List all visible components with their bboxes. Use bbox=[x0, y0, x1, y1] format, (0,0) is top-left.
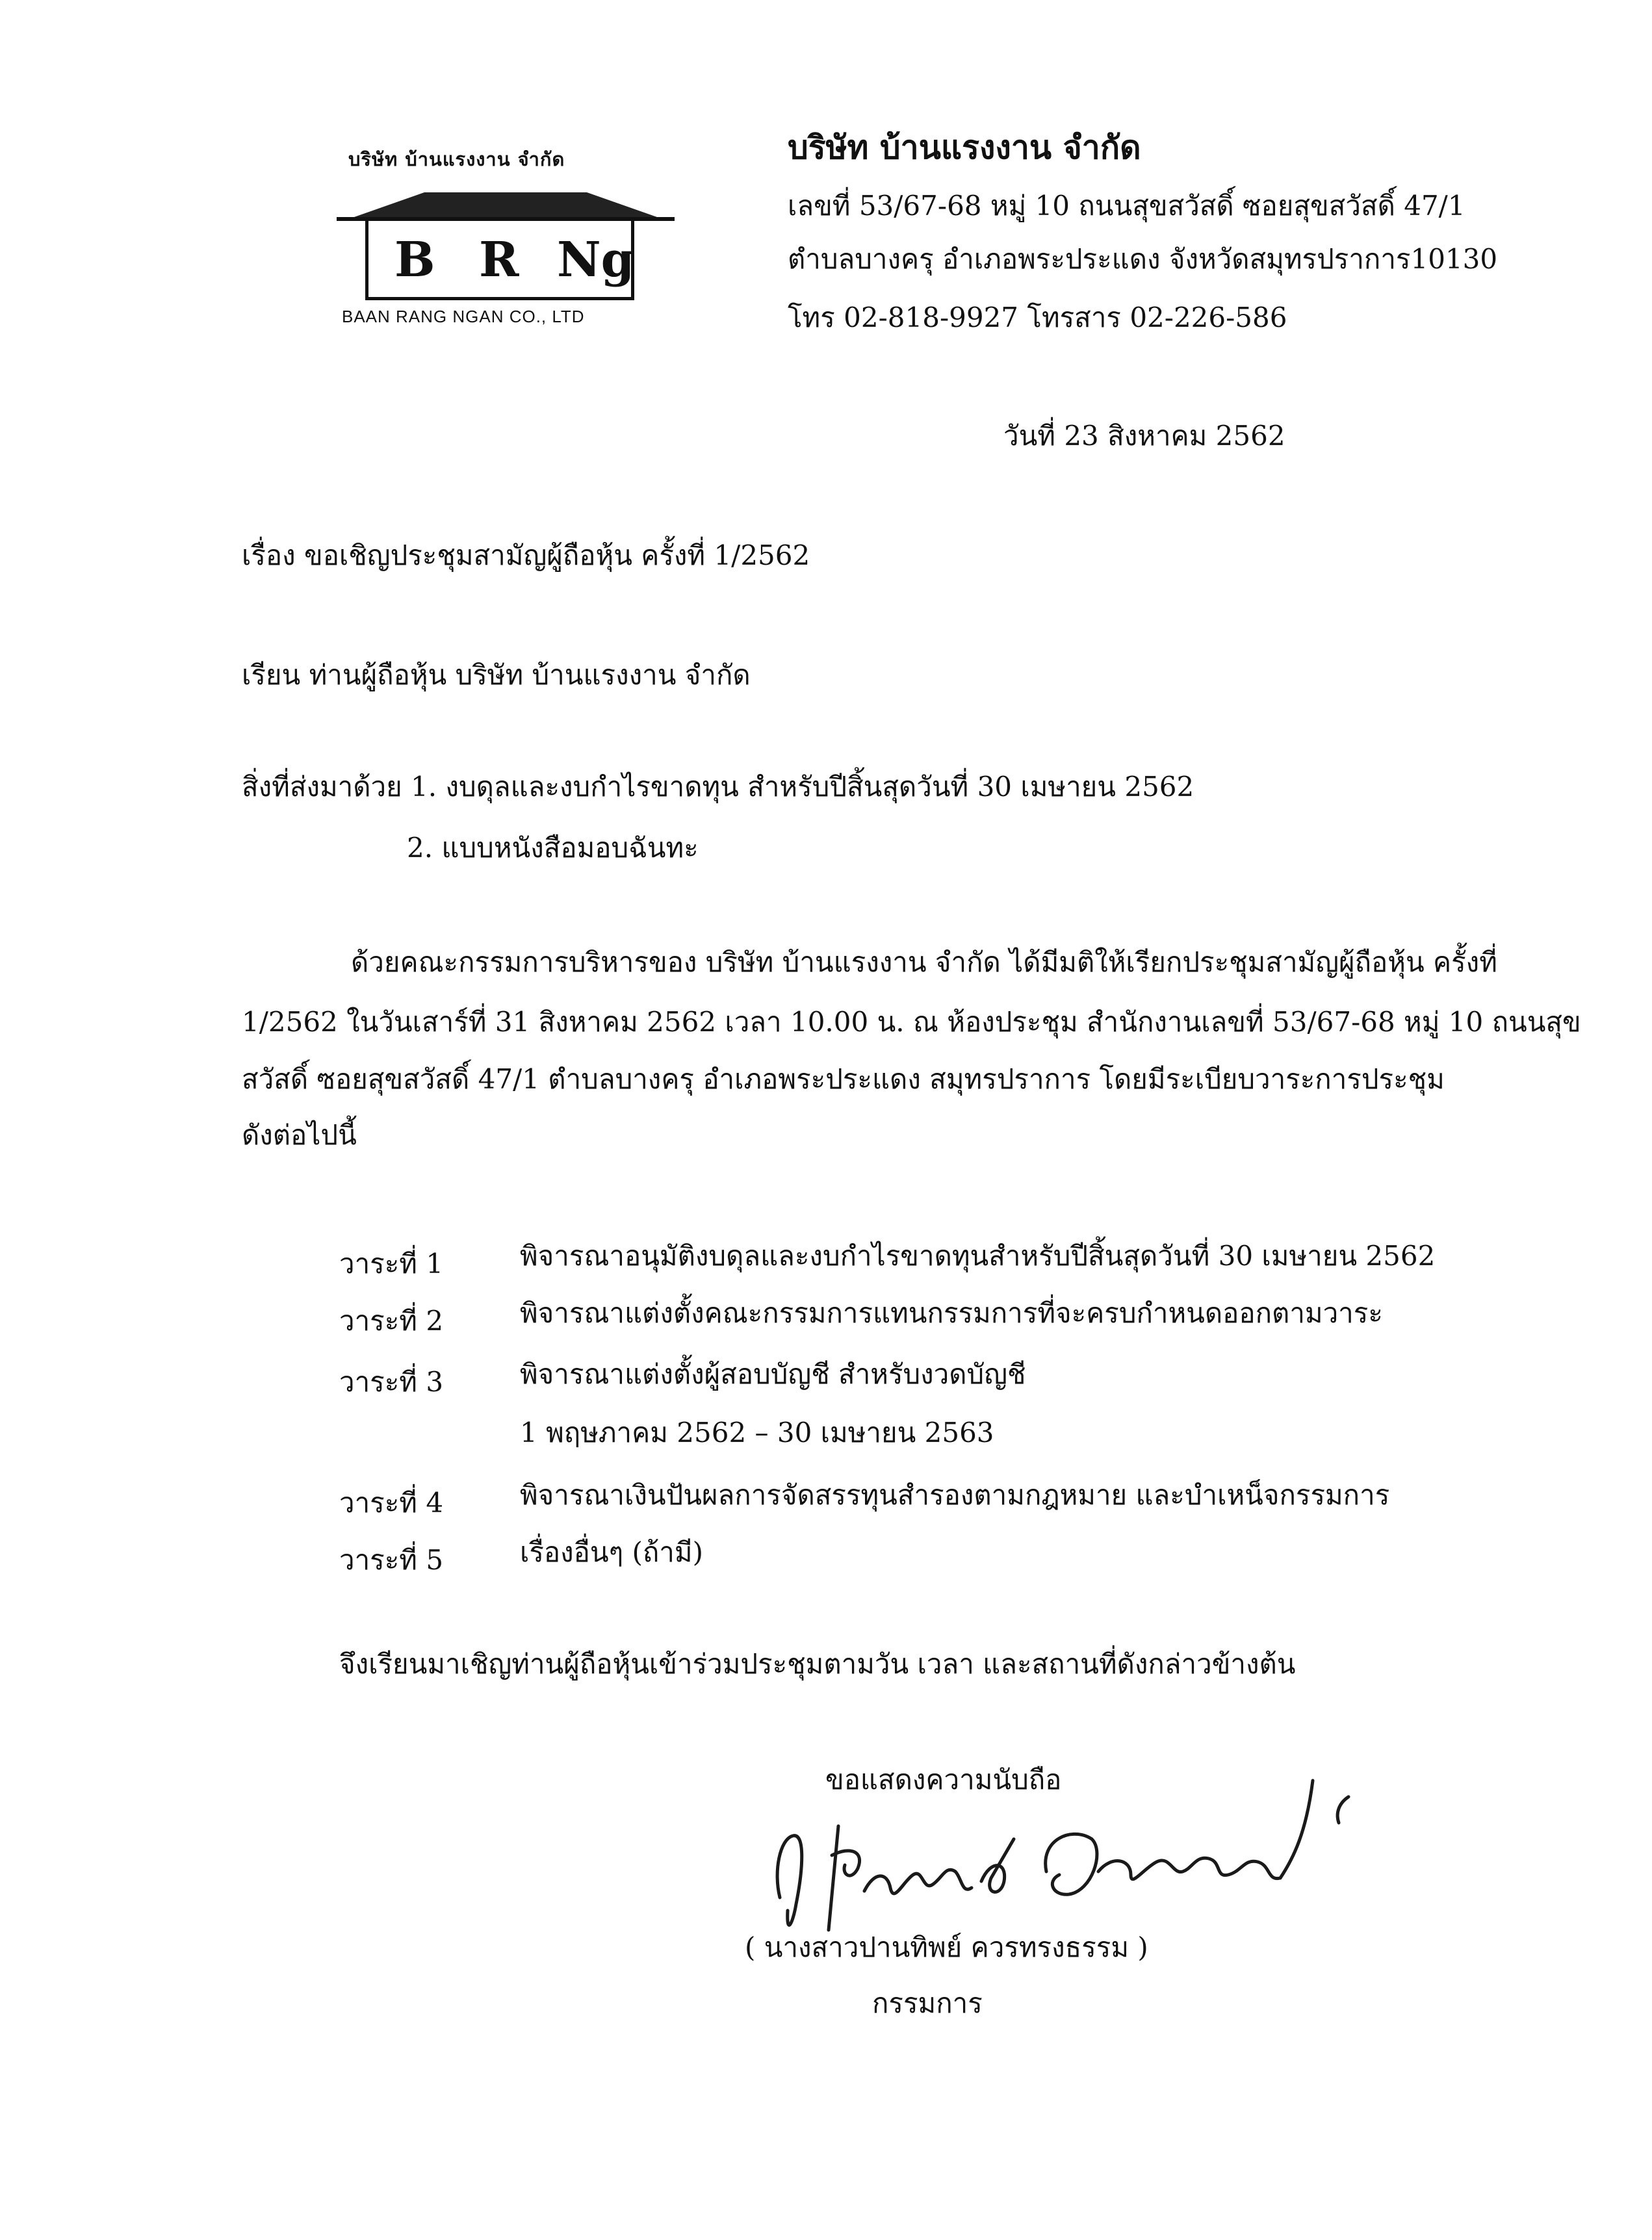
agenda-item-text: พิจารณาแต่งตั้งผู้สอบบัญชี สำหรับงวดบัญชี bbox=[520, 1358, 1026, 1390]
signer-title: กรรมการ bbox=[872, 1987, 983, 2019]
enclosure-item-2: 2. แบบหนังสือมอบฉันทะ bbox=[407, 832, 699, 864]
logo-letter-ng: Ng bbox=[557, 232, 635, 288]
letter-date: วันที่ 23 สิงหาคม 2562 bbox=[1003, 420, 1285, 452]
letter-subject: เรื่อง ขอเชิญประชุมสามัญผู้ถือหุ้น ครั้งที่ 1/2562 bbox=[242, 539, 810, 571]
logo-mark-box bbox=[365, 217, 634, 300]
body-line: สวัสดิ์ ซอยสุขสวัสดิ์ 47/1 ตำบลบางครุ อำเภอพระประแดง สมุทรปราการ โดยมีระเบียบวาระการประชุม bbox=[242, 1063, 1445, 1095]
agenda-label: วาระที่ 5 bbox=[339, 1544, 444, 1576]
agenda-label: วาระที่ 4 bbox=[339, 1487, 444, 1519]
letterhead-address-line2: ตำบลบางครุ อำเภอพระประแดง จังหวัดสมุทรปราการ10130 bbox=[788, 243, 1498, 275]
agenda-item-text: พิจารณาเงินปันผลการจัดสรรทุนสำรองตามกฎหมาย และบำเหน็จกรรมการ bbox=[520, 1479, 1390, 1511]
agenda-label: วาระที่ 1 bbox=[339, 1248, 444, 1280]
enclosure-item-1: สิ่งที่ส่งมาด้วย 1. งบดุลและงบกำไรขาดทุน สำหรับปีสิ้นสุดวันที่ 30 เมษายน 2562 bbox=[242, 771, 1194, 803]
company-logo bbox=[337, 144, 675, 339]
logo-english-name: BAAN RANG NGAN CO., LTD bbox=[342, 307, 585, 326]
agenda-label: วาระที่ 2 bbox=[339, 1305, 444, 1337]
sign-off: ขอแสดงความนับถือ bbox=[825, 1764, 1062, 1796]
signer-name: ( นางสาวปานทิพย์ ควรทรงธรรม ) bbox=[745, 1931, 1148, 1963]
logo-letter-r: R bbox=[479, 232, 519, 288]
body-line: ดังต่อไปนี้ bbox=[242, 1119, 357, 1151]
logo-company-thai: บริษัท บ้านแรงงาน จำกัด bbox=[348, 148, 565, 170]
logo-letter-b: B bbox=[394, 232, 435, 288]
agenda-item-text: พิจารณาอนุมัติงบดุลและงบกำไรขาดทุนสำหรับปีสิ้นสุดวันที่ 30 เมษายน 2562 bbox=[520, 1240, 1436, 1272]
agenda-label: วาระที่ 3 bbox=[339, 1366, 444, 1398]
handwritten-signature bbox=[767, 1742, 1352, 1950]
agenda-item-text: พิจารณาแต่งตั้งคณะกรรมการแทนกรรมการที่จะครบกำหนดออกตามวาระ bbox=[520, 1297, 1383, 1329]
agenda-item-text: 1 พฤษภาคม 2562 – 30 เมษายน 2563 bbox=[520, 1417, 994, 1448]
letterhead-address-line1: เลขที่ 53/67-68 หมู่ 10 ถนนสุขสวัสดิ์ ซอยสุขสวัสดิ์ 47/1 bbox=[788, 190, 1465, 222]
letter-recipient: เรียน ท่านผู้ถือหุ้น บริษัท บ้านแรงงาน จำกัด bbox=[242, 659, 751, 691]
body-line: 1/2562 ในวันเสาร์ที่ 31 สิงหาคม 2562 เวลา 10.00 น. ณ ห้องประชุม สำนักงานเลขที่ 53/67-68 หมู่ 10 ถนนสุข bbox=[242, 1006, 1581, 1038]
closing-sentence: จึงเรียนมาเชิญท่านผู้ถือหุ้นเข้าร่วมประชุมตามวัน เวลา และสถานที่ดังกล่าวข้างต้น bbox=[339, 1648, 1296, 1680]
letterhead-company-name: บริษัท บ้านแรงงาน จำกัด bbox=[788, 128, 1141, 166]
agenda-item-text: เรื่องอื่นๆ (ถ้ามี) bbox=[520, 1536, 703, 1568]
body-line: ด้วยคณะกรรมการบริหารของ บริษัท บ้านแรงงาน จำกัด ได้มีมติให้เรียกประชุมสามัญผู้ถือหุ้น ครั้งที่ bbox=[351, 946, 1497, 978]
letterhead-contact: โทร 02-818-9927 โทรสาร 02-226-586 bbox=[788, 302, 1287, 333]
